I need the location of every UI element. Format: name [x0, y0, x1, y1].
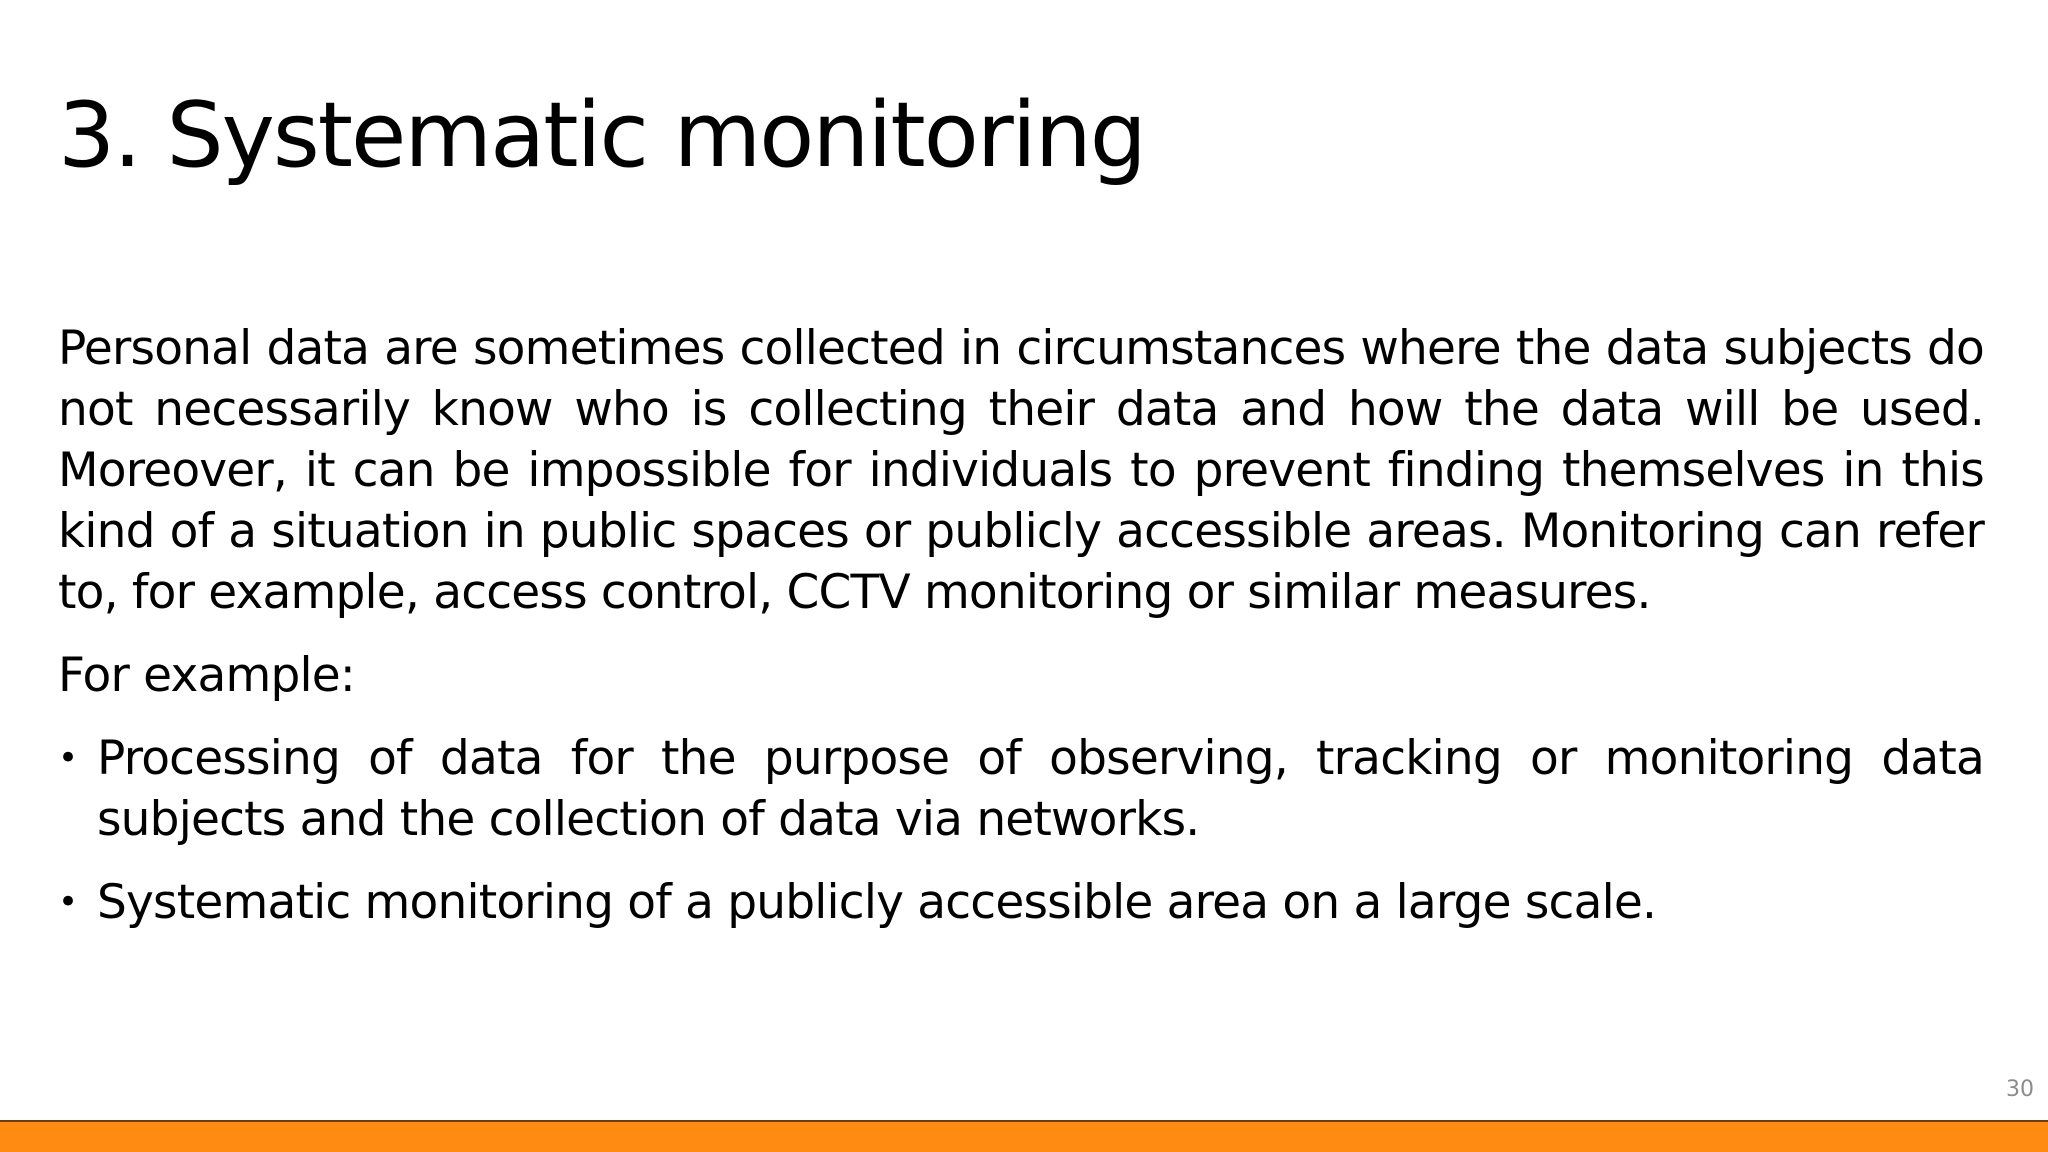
bullet-item: [58, 872, 1984, 933]
slide-title: 3. Systematic monitoring: [58, 83, 1145, 188]
lead-in-text: For example:: [58, 648, 355, 703]
bullet-text: Processing of data for the purpose of observing, tracking or monitoring data subjects and the collection of data via networks.: [97, 731, 1984, 847]
slide-body: [58, 318, 1984, 955]
bullet-item: [58, 728, 1984, 850]
bullet-icon: •: [58, 882, 78, 922]
footer-bar: [0, 1120, 2048, 1152]
bullet-icon: •: [58, 738, 78, 778]
bullet-text: Systematic monitoring of a publicly accessible area on a large scale.: [97, 875, 1657, 930]
slide-number: 30: [2006, 1077, 2034, 1102]
intro-paragraph: Personal data are sometimes collected in circumstances where the data subjects do not necessarily know who is collecting their data and how the data will be used. Moreover, it can be impossible for individuals to prevent finding themselves in this kind of a situation in public spaces or publicly accessible areas. Monitoring can refer to, for example, access control, CCTV monitoring or similar measures.: [58, 321, 1984, 620]
bullet-list: [58, 728, 1984, 933]
